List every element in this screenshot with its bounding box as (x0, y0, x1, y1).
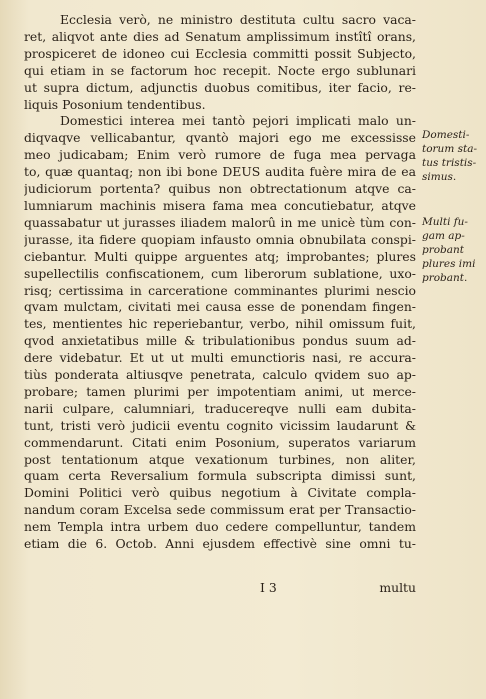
text-line: lumniarum machinis misera fama mea concutiebatur, atqve (24, 197, 416, 213)
text-line: tunt, tristi verò judicii eventu cognito vicissim laudarunt & (24, 417, 416, 433)
text-line: quassabatur ut jurasses iliadem malorû in me unicè tùm con- (24, 214, 416, 230)
margin-note-domestici (422, 128, 482, 184)
text-line: ciebantur. Multi quippe arguentes atq; improbantes; plures (24, 248, 416, 264)
text-line: nem Templa intra urbem duo cedere compelluntur, tandem (24, 519, 416, 535)
text-line: Domini Politici verò quibus negotium à Civitate compla- (24, 485, 416, 501)
margin-note-line: tus tristis- (422, 157, 477, 169)
margin-note-line: probant (422, 244, 465, 256)
text-line: to, quæ quantaq; non ibi bone DEUS audita fuère mira de ea (24, 164, 416, 180)
text-line: qvod anxietatibus mille & tribulationibus pondus suum ad- (24, 333, 416, 349)
text-line: dere videbatur. Et ut ut multi emunctioris nasi, re accura- (24, 350, 416, 366)
text-line: tes, mentientes hic reperiebantur, verbo, nihil omissum fuit, (24, 316, 416, 332)
text-line: quam certa Reversalium formula subscripta dimissi sunt, (24, 468, 416, 484)
text-line: ret, aliqvot ante dies ad Senatum amplissimum instîtî orans, (24, 28, 416, 44)
catchword: multu (379, 580, 416, 595)
text-line: tiùs ponderata altiusqve penetrata, calculo qvidem suo ap- (24, 367, 416, 383)
body-text (24, 12, 416, 553)
text-line: prospiceret de idoneo cui Ecclesia committi possit Subjecto, (24, 45, 416, 61)
text-line: probare; tamen plurimi per impotentiam animi, ut merce- (24, 383, 416, 399)
margin-note-line: probant. (422, 272, 468, 284)
text-line: risq; certissima in carceratione comminantes plurimi nescio (24, 282, 416, 298)
text-line: narii culpare, calumniari, traducereqve nulli eam dubita- (24, 400, 416, 416)
margin-note-line: torum sta- (422, 143, 478, 155)
text-line: jurasse, ita fidere quopiam infausto omnia obnubilata conspi- (24, 231, 416, 247)
text-line: diqvaqve vellicabantur, qvantò majori ego me excessisse (24, 130, 416, 146)
text-line: ut supra dictum, adjunctis duobus comitibus, iter facio, re- (24, 79, 416, 95)
text-line: qvam mulctam, civitati mei causa esse de ponendam fingen- (24, 299, 416, 315)
signature-mark: I 3 (260, 580, 277, 595)
text-line: Ecclesia verò, ne ministro destituta cultu sacro vaca- (60, 12, 416, 27)
text-line: post tentationum atque vexationum turbines, non aliter, (24, 451, 416, 467)
text-line: nandum coram Excelsa sede commissum erat per Transactio- (24, 502, 416, 518)
margin-note-multi (422, 215, 482, 285)
margin-note-line: plures imi (422, 258, 476, 270)
text-line: etiam die 6. Octob. Anni ejusdem effectivè sine omni tu- (24, 536, 416, 552)
text-line: supellectilis confiscationem, cum liberorum sublatione, uxo- (24, 265, 416, 281)
margin-note-line: simus. (422, 171, 457, 183)
text-line: judiciorum portenta? quibus non obtrectationum atqve ca- (24, 181, 416, 197)
margin-note-line: Multi fu- (422, 216, 468, 228)
text-line: Domestici interea mei tantò pejori implicati malo un- (60, 113, 416, 129)
text-line: meo judicabam; Enim verò rumore de fuga mea pervaga (24, 147, 416, 163)
text-line: liquis Posonium tendentibus. (24, 96, 206, 112)
text-line: qui etiam in se factorum hoc recepit. Nocte ergo sublunari (24, 62, 416, 78)
text-line: commendarunt. Citati enim Posonium, superatos variarum (24, 434, 416, 450)
margin-note-line: gam ap- (422, 230, 465, 242)
margin-note-line: Domesti- (422, 129, 470, 141)
